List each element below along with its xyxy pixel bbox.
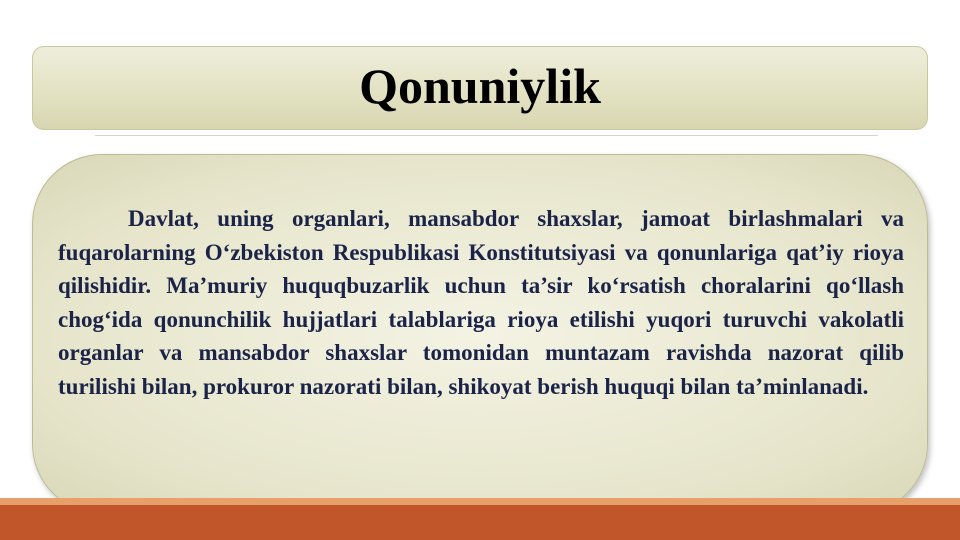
bottom-accent-bar-light <box>0 498 960 505</box>
title-divider <box>95 135 878 136</box>
bottom-accent-bar <box>0 505 960 540</box>
title-box <box>32 46 928 130</box>
slide-title: Qonuniylik <box>359 58 601 114</box>
slide-body-text: Davlat, uning organlari, mansabdor shaxslar, jamoat birlashmalari va fuqarolarning O‘zbekiston Respublikasi Konstitutsiyasi va qonunlariga qat’iy rioya qilishidir. Ma’muriy huquqbuzarlik uchun ta’sir ko‘rsatish choralarini qo‘llash chog‘ida qonunchilik hujjatlari talablariga rioya etilishi yuqori turuvchi vakolatli organlar va mansabdor shaxslar tomonidan muntazam ravishda nazorat qilib turilishi bilan, prokuror nazorati bilan, shikoyat berish huquqi bilan ta’minlanadi. <box>58 206 904 399</box>
